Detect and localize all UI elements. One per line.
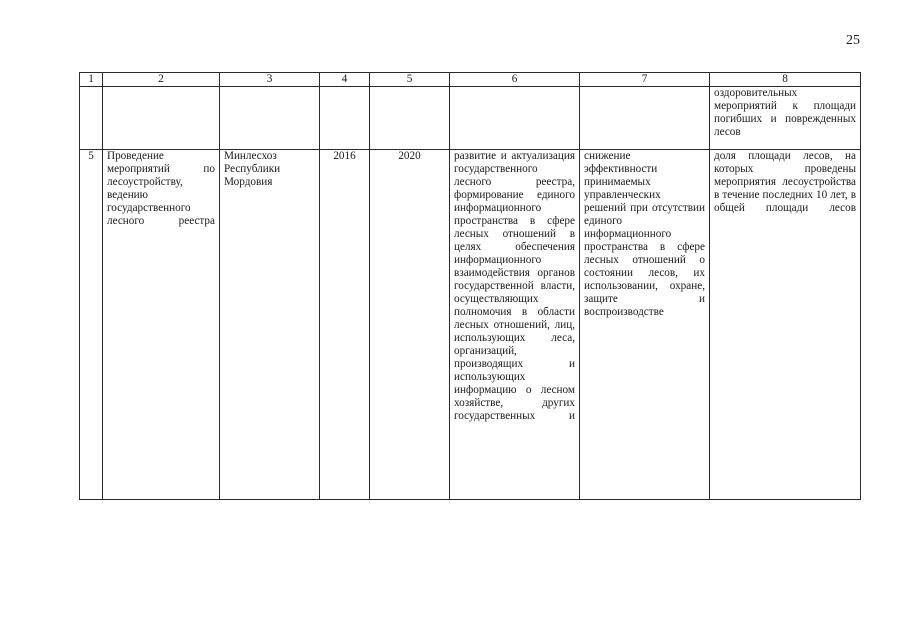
cont-cell-1 xyxy=(80,87,103,150)
cont-cell-7 xyxy=(580,87,710,150)
header-row xyxy=(80,73,861,87)
row-executor: Минлесхоз Республики Мордовия xyxy=(220,150,320,500)
cont-cell-indicator: оздоровительных мероприятий к площади погибших и поврежденных лесов xyxy=(710,87,861,150)
header-cell-4: 4 xyxy=(320,73,370,87)
row-indicator: доля площади лесов, на которых проведены мероприятия лесоустройства в течение последних 10 лет, в общей площади лесов xyxy=(710,150,861,500)
header-cell-3: 3 xyxy=(220,73,320,87)
row-expected-result: развитие и актуализация государственного лесного реестра, формирование единого информационного пространства в сфере лесных отношений в целях обеспечения информационного взаимодействия органов государственной власти, осуществляющих полномочия в области лесных отношений, лиц, использующих леса, организаций, производящих и использующих информацию о лесном хозяйстве, других государственных и xyxy=(450,150,580,500)
header-cell-8: 8 xyxy=(710,73,861,87)
cont-cell-2 xyxy=(103,87,220,150)
program-table xyxy=(79,72,861,500)
table-row xyxy=(80,150,861,500)
cont-cell-3 xyxy=(220,87,320,150)
row-event: Проведение мероприятий по лесоустройству, ведению государственного лесного реестра xyxy=(103,150,220,500)
header-cell-5: 5 xyxy=(370,73,450,87)
header-cell-6: 6 xyxy=(450,73,580,87)
page-number: 25 xyxy=(846,33,860,48)
row-number: 5 xyxy=(80,150,103,500)
header-cell-1: 1 xyxy=(80,73,103,87)
row-start-year: 2016 xyxy=(320,150,370,500)
cont-cell-4 xyxy=(320,87,370,150)
header-cell-7: 7 xyxy=(580,73,710,87)
row-consequences: снижение эффективности принимаемых управленческих решений при отсутствии единого информационного пространства в сфере лесных отношений о состоянии лесов, их использовании, охране, защите и воспроизводстве xyxy=(580,150,710,500)
header-cell-2: 2 xyxy=(103,73,220,87)
cont-cell-6 xyxy=(450,87,580,150)
cont-cell-5 xyxy=(370,87,450,150)
continuation-row xyxy=(80,87,861,150)
row-end-year: 2020 xyxy=(370,150,450,500)
